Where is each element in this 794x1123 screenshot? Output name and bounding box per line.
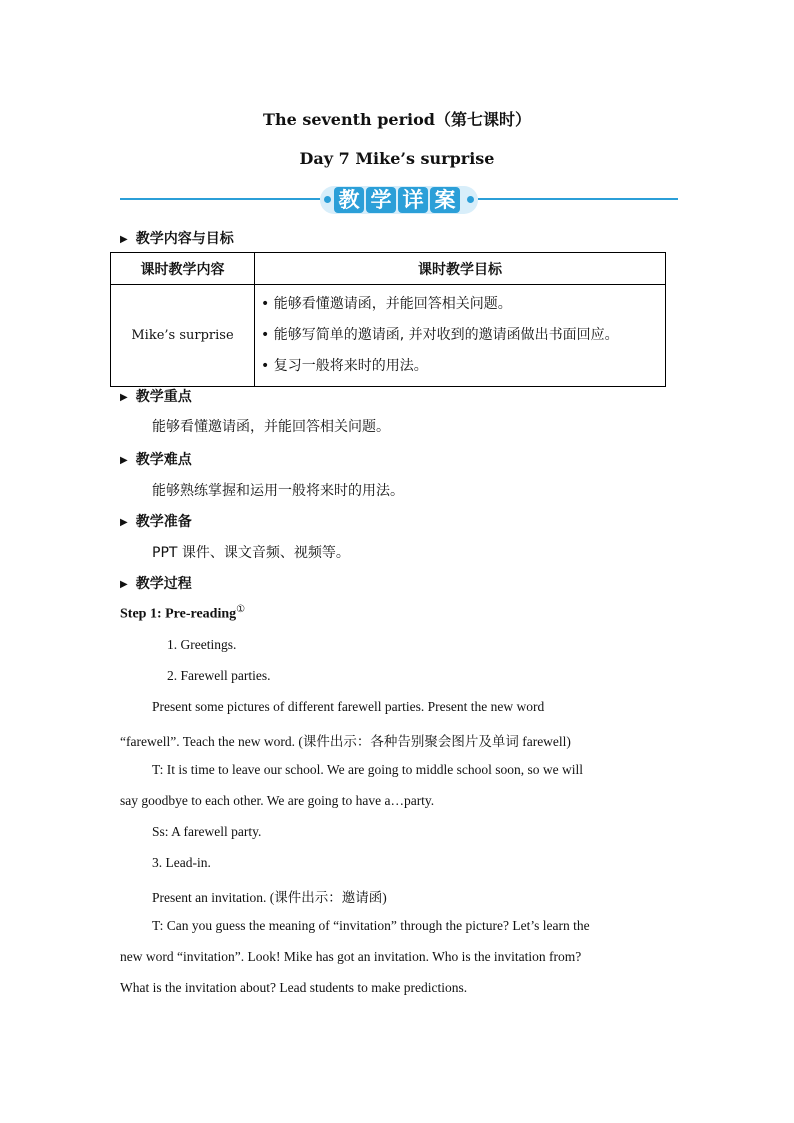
section-heading-process: ▶ 教学过程 — [120, 576, 192, 592]
page-title: The seventh period（第七课时） — [263, 110, 531, 129]
body-line: Present some pictures of different farewell parties. Present the new word — [152, 699, 545, 714]
body-line: 1. Greetings. — [167, 637, 237, 652]
body-line: Present an invitation. (课件出示：邀请函) — [152, 890, 387, 905]
goals-table — [110, 252, 666, 387]
step-heading: Step 1: Pre-reading① — [120, 604, 246, 622]
banner-text — [334, 187, 460, 213]
banner-char: 详 — [398, 187, 428, 213]
table-cell-goals — [255, 285, 666, 387]
body-line: say goodbye to each other. We are going to have a…party. — [120, 793, 435, 808]
goal-item: • 能够看懂邀请函，并能回答相关问题。 — [261, 296, 512, 312]
banner-char: 案 — [430, 187, 460, 213]
body-line: new word “invitation”. Look! Mike has got an invitation. Who is the invitation from? — [120, 949, 582, 964]
goal-item: • 复习一般将来时的用法。 — [261, 358, 428, 374]
preparation-text: PPT 课件、课文音频、视频等。 — [152, 545, 350, 561]
table-row — [111, 285, 666, 387]
banner-char: 教 — [334, 187, 364, 213]
banner-line-right — [478, 198, 678, 200]
page-subtitle: Day 7 Mike’s surprise — [299, 149, 495, 168]
body-line: What is the invitation about? Lead students to make predictions. — [120, 980, 468, 995]
body-line: 2. Farewell parties. — [167, 668, 271, 683]
key-points-text: 能够看懂邀请函，并能回答相关问题。 — [152, 419, 390, 435]
goal-item: • 能够写简单的邀请函, 并对收到的邀请函做出书面回应。 — [261, 327, 619, 343]
section-heading-preparation: ▶ 教学准备 — [120, 514, 192, 530]
body-line: Ss: A farewell party. — [152, 824, 262, 839]
banner-char: 学 — [366, 187, 396, 213]
table-header: 课时教学目标 — [255, 253, 666, 285]
triangle-bullet-icon: ▶ — [120, 455, 128, 466]
table-cell-content: Mike’s surprise — [111, 285, 255, 387]
banner-line-left — [120, 198, 320, 200]
banner-dot-right — [467, 196, 474, 203]
triangle-bullet-icon: ▶ — [120, 234, 128, 245]
banner-dot-left — [324, 196, 331, 203]
difficulties-text: 能够熟练掌握和运用一般将来时的用法。 — [152, 483, 404, 499]
section-heading-content-goals: ▶ 教学内容与目标 — [120, 231, 234, 247]
table-header-row — [111, 253, 666, 285]
triangle-bullet-icon: ▶ — [120, 579, 128, 590]
body-line: 3. Lead-in. — [152, 855, 211, 870]
body-line: “farewell”. Teach the new word. (课件出示：各种告别聚会图片及单词 farewell) — [120, 734, 571, 749]
section-heading-key-points: ▶ 教学重点 — [120, 389, 192, 405]
table-header: 课时教学内容 — [111, 253, 255, 285]
section-banner — [120, 184, 678, 216]
triangle-bullet-icon: ▶ — [120, 517, 128, 528]
triangle-bullet-icon: ▶ — [120, 392, 128, 403]
section-heading-difficulties: ▶ 教学难点 — [120, 452, 192, 468]
body-line: T: It is time to leave our school. We are going to middle school soon, so we will — [152, 762, 584, 777]
body-line: T: Can you guess the meaning of “invitation” through the picture? Let’s learn the — [152, 918, 590, 933]
footnote-marker: ① — [236, 604, 246, 615]
